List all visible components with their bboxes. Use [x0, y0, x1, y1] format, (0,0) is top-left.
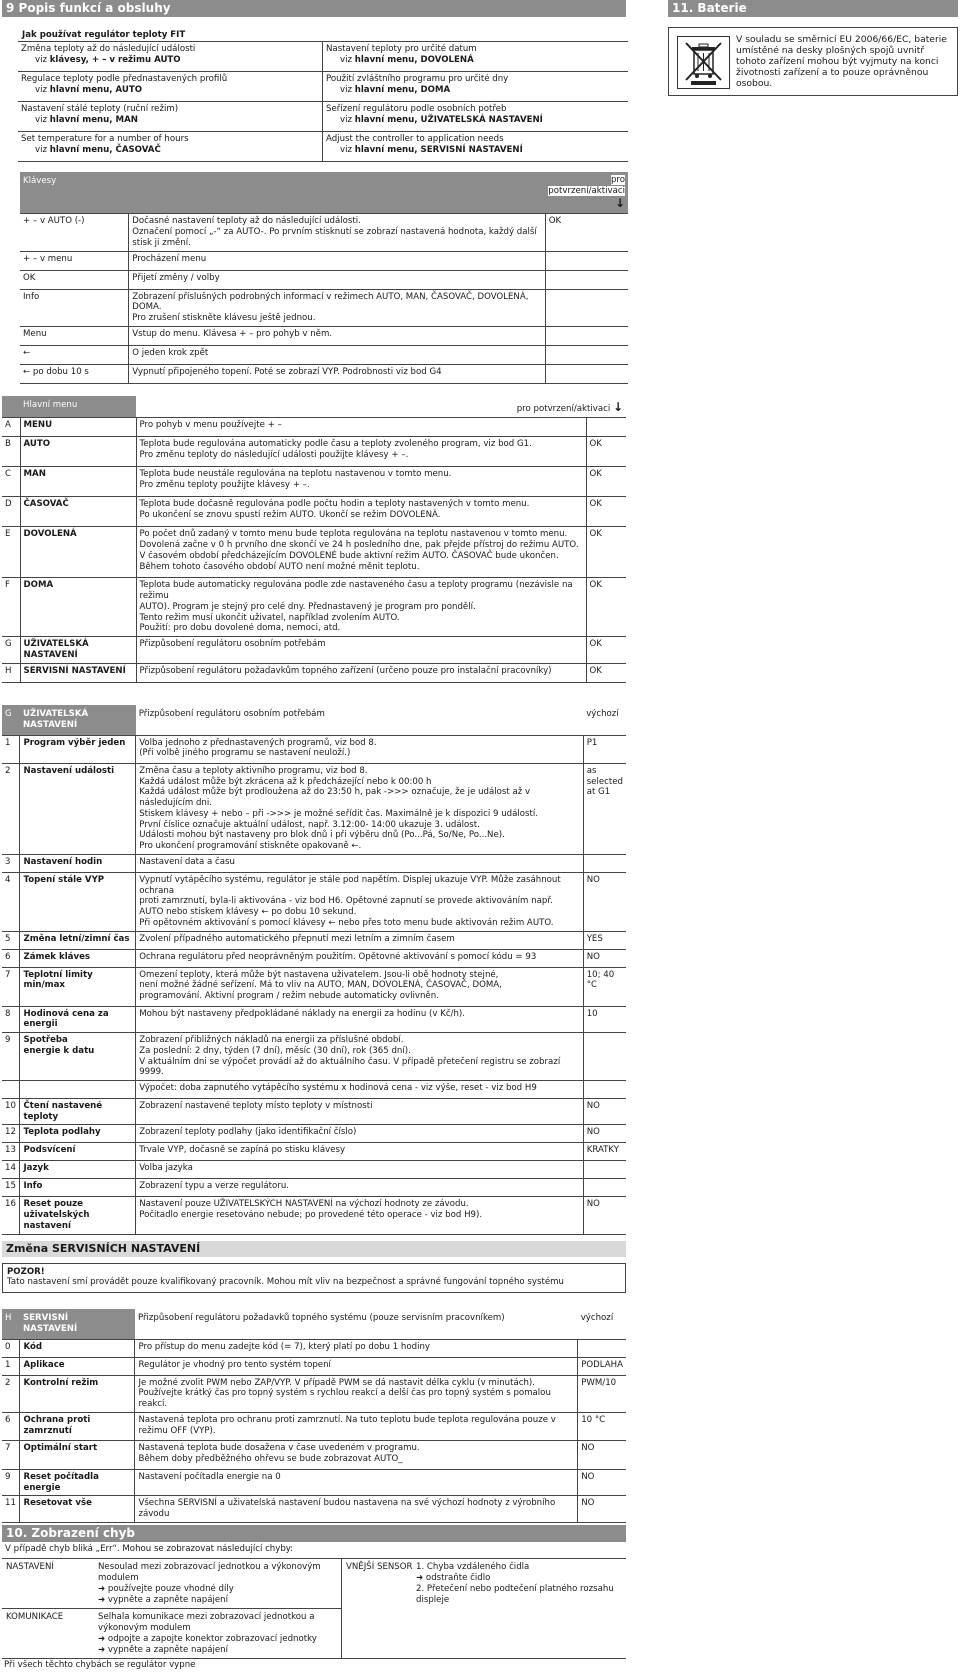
row-name: Změna letní/zimní čas: [20, 931, 136, 949]
table-row: [2, 637, 626, 663]
error-text: Selhala komunikace mezi zobrazovací jednotkou a výkonovým modulem ➜ odpojte a zapojte konektor zobrazovací jednotky ➜ vypněte a zapněte napájení: [98, 1612, 317, 1655]
table-row: [2, 527, 626, 578]
fit-item-ref: [21, 55, 319, 66]
table-row: [2, 578, 626, 637]
keys-header: Klávesy: [20, 172, 545, 214]
fit-item-ref-target: klávesy, + – v režimu AUTO: [49, 54, 181, 65]
row-value: OK: [586, 663, 626, 683]
fit-left-column: [18, 42, 323, 162]
row-name: Jazyk: [20, 1161, 136, 1179]
battery-title: 11. Baterie: [668, 0, 958, 17]
fit-item: [18, 42, 322, 72]
table-row: [2, 1375, 626, 1412]
row-id: H: [2, 663, 20, 683]
row-value: OK: [586, 467, 626, 497]
row-name: Aplikace: [20, 1357, 135, 1375]
fit-item: [323, 102, 628, 132]
fit-item-ref-prefix: viz: [340, 54, 355, 65]
error-sensor-text: 1. Chyba vzdáleného čidla ➜ odstraňte čidlo 2. Přetečení nebo podtečení platného rozsahu displeje: [416, 1562, 614, 1605]
errors-footer: Při všech těchto chybách se regulátor vypne: [4, 1660, 196, 1671]
row-id: F: [2, 578, 20, 637]
key-desc: Dočasné nastavení teploty až do následující události. Označení pomocí „-“ za AUTO-. Po prvním stisknutí se zobrazí nastavená hodnota, každý další stisk ji změní.: [129, 214, 546, 251]
service-default: výchozí: [578, 1309, 626, 1339]
row-desc: Přizpůsobení regulátoru osobním potřebám: [136, 637, 586, 663]
row-desc: Pro pohyb v menu používejte + –: [136, 417, 586, 437]
battery-text: V souladu se směrnicí EU 2006/66/EC, baterie umístěné na desky plošných spojů uvnitř tohoto zařízení mohou být vyjmuty na konci životnosti zařízení a to pouze oprávněnou osobou.: [736, 34, 947, 90]
table-row: [2, 1179, 626, 1197]
key-desc: Vypnutí připojeného topení. Poté se zobrazí VYP. Podrobnosti viz bod G4: [129, 364, 546, 383]
key-value: [545, 345, 628, 364]
fit-item-title: Adjust the controller to application needs: [326, 134, 504, 144]
table-row: [2, 872, 626, 931]
row-name: DOVOLENÁ: [20, 527, 136, 578]
row-desc: Přizpůsobení regulátoru požadavkům topného zařízení (určeno pouze pro instalační pracovníky): [136, 663, 586, 683]
table-row: [2, 1357, 626, 1375]
key-name: Menu: [20, 326, 129, 345]
row-name: Topení stále VYP: [20, 872, 136, 931]
table-row: [2, 931, 626, 949]
fit-item-ref-prefix: viz: [35, 84, 50, 95]
row-id: 1: [2, 735, 20, 764]
table-row: [2, 1339, 626, 1357]
row-name: Čtení nastavené teploty: [20, 1098, 136, 1124]
fit-item-ref-prefix: viz: [340, 144, 355, 155]
row-id: 8: [2, 1006, 20, 1032]
row-id: 1: [2, 1357, 20, 1375]
row-id: B: [2, 437, 20, 467]
key-desc: Procházení menu: [129, 251, 546, 270]
fit-item-ref: [21, 145, 319, 156]
key-value: OK: [545, 214, 628, 251]
warning-title: POZOR!: [7, 1266, 45, 1277]
warning-text: Tato nastavení smí provádět pouze kvalifikovaný pracovník. Mohou mít vliv na bezpečnost a správné fungování topného systému: [7, 1277, 564, 1288]
row-desc: Omezení teploty, která může být nastavena uživatelem. Jsou-li obě hodnoty stejné, není možné žádné seřízení. Má to vliv na AUTO, MAN, DOVOLENÁ, ČASOVAČ, DOMA, programování. Aktivní program / režim nebude automaticky ovlivněn.: [136, 967, 584, 1006]
service-desc: Přizpůsobení regulátoru požadavků topného systému (pouze servisním pracovníkem): [135, 1309, 578, 1339]
fit-item-ref-target: hlavní menu, SERVISNÍ NASTAVENÍ: [354, 144, 523, 155]
row-id: 2: [2, 1375, 20, 1412]
row-id: 5: [2, 931, 20, 949]
row-value: as selected at G1: [583, 764, 626, 855]
fit-item-ref-target: hlavní menu, UŽIVATELSKÁ NASTAVENÍ: [354, 114, 543, 125]
fit-item-ref-target: hlavní menu, DOMA: [354, 84, 451, 95]
row-value: 10 °C: [578, 1412, 626, 1441]
fit-item-title: Seřízení regulátoru podle osobních potřeb: [326, 104, 507, 114]
row-value: 10; 40 °C: [583, 967, 626, 1006]
row-id: 14: [2, 1161, 20, 1179]
row-value: [583, 1080, 626, 1098]
table-row: [2, 417, 626, 437]
row-name: Teplota podlahy: [20, 1125, 136, 1143]
fit-item-ref: [326, 55, 625, 66]
row-value: OK: [586, 637, 626, 663]
table-row: [2, 1496, 626, 1522]
key-name: + – v AUTO (-): [20, 214, 129, 251]
row-name: [20, 1080, 136, 1098]
row-value: NO: [578, 1441, 626, 1470]
row-name: Kontrolní režim: [20, 1375, 135, 1412]
table-row: [2, 1098, 626, 1124]
main-column: [2, 0, 626, 1672]
row-desc: Teplota bude neustále regulována na teplotu nastavenou v tomto menu. Pro změnu teploty použijte klávesy + –.: [136, 467, 586, 497]
user-settings-table: [2, 705, 626, 1235]
row-id: 10: [2, 1098, 20, 1124]
table-row: [2, 437, 626, 467]
row-name: Reset počítadla energie: [20, 1469, 135, 1495]
row-value: [583, 854, 626, 872]
table-row: [2, 1080, 626, 1098]
row-value: NO: [583, 949, 626, 967]
error-name: NASTAVENÍ: [6, 1562, 54, 1573]
table-row: [2, 764, 626, 855]
key-value: [545, 289, 628, 326]
row-desc: Nastavená teplota bude dosažena v čase uvedeném v programu. Během doby předběžného ohřevu se bude zobrazovat AUTO_: [135, 1441, 578, 1470]
fit-usage-box: [18, 29, 628, 162]
row-desc: Nastavení počítadla energie na 0: [135, 1469, 578, 1495]
row-id: 2: [2, 764, 20, 855]
row-name: Resetovat vše: [20, 1496, 135, 1522]
error-sensor-name: VNĚJŠÍ SENSOR: [346, 1562, 413, 1573]
row-desc: Mohou být nastaveny předpokládané náklady na energii za hodinu (v Kč/h).: [136, 1006, 584, 1032]
row-name: Teplotní limity min/max: [20, 967, 136, 1006]
row-id: 15: [2, 1179, 20, 1197]
service-id: H: [2, 1309, 20, 1339]
main-menu-confirm-label: pro potvrzení/aktivaci: [516, 403, 611, 414]
error-text: Nesoulad mezi zobrazovací jednotkou a výkonovým modulem ➜ používejte pouze vhodné díly ➜ vypněte a zapněte napájení: [98, 1562, 321, 1605]
fit-item: [18, 102, 322, 132]
key-value: [545, 326, 628, 345]
fit-item-ref-target: hlavní menu, DOVOLENÁ: [354, 54, 474, 65]
key-value: [545, 270, 628, 289]
table-row: [2, 1469, 626, 1495]
table-row: [2, 949, 626, 967]
row-id: 9: [2, 1469, 20, 1495]
row-desc: Je možné zvolit PWM nebo ZAP/VYP. V případě PWM se dá nastavit délka cyklu (v minutách). Používejte krátký čas pro topný systém s rychlou reakcí a delší čas pro topný systém s pomalou reakcí.: [135, 1375, 578, 1412]
fit-item-ref: [326, 115, 625, 126]
row-name: Spotřeba energie k datu: [20, 1033, 136, 1081]
keys-row: [20, 270, 628, 289]
fit-usage-title: Jak používat regulátor teploty FIT: [18, 29, 628, 42]
key-desc: O jeden krok zpět: [129, 345, 546, 364]
row-value: PODLAHA: [578, 1357, 626, 1375]
crossed-out-bin-icon: [677, 36, 730, 89]
row-id: A: [2, 417, 20, 437]
service-name: SERVISNÍ NASTAVENÍ: [20, 1309, 135, 1339]
fit-item-ref-prefix: viz: [35, 54, 50, 65]
fit-item: [323, 42, 628, 72]
fit-item-title: Regulace teploty podle přednastavených profilů: [21, 74, 228, 84]
row-desc: Nastavená teplota pro ochranu proti zamrznutí. Na tuto teplotu bude teplota regulována pouze v režimu OFF (VYP).: [135, 1412, 578, 1441]
table-row: [2, 735, 626, 764]
row-id: 0: [2, 1339, 20, 1357]
warning-box: [2, 1263, 626, 1293]
key-desc: Zobrazení příslušných podrobných informací v režimech AUTO, MAN, ČASOVAČ, DOVOLENÁ, DOMA. Pro zrušení stiskněte klávesu ještě jednou.: [129, 289, 546, 326]
row-desc: Nastavení data a času: [136, 854, 584, 872]
main-menu-header: Hlavní menu: [20, 396, 136, 418]
row-name: Nastavení události: [20, 764, 136, 855]
row-id: 6: [2, 1412, 20, 1441]
table-row: [2, 1143, 626, 1161]
keys-row: [20, 214, 628, 251]
row-desc: Teplota bude automaticky regulována podle zde nastaveného času a teploty programu (nezávisle na režimu AUTO). Program je stejný pro celé dny. Přednastavený je program pro pondělí. Tento režim musí ukončit uživatel, například zvolením AUTO. Použití: pro dobu dovolené doma, nemoci, atd.: [136, 578, 586, 637]
row-value: YES: [583, 931, 626, 949]
row-value: NO: [583, 1125, 626, 1143]
row-name: Ochrana proti zamrznutí: [20, 1412, 135, 1441]
arrow-down-icon: ↓: [612, 399, 623, 414]
row-value: [586, 417, 626, 437]
row-id: 13: [2, 1143, 20, 1161]
row-name: DOMA: [20, 578, 136, 637]
row-desc: Ochrana regulátoru před neoprávněným použitím. Opětovné aktivování s pomocí kódu = 93: [136, 949, 584, 967]
row-desc: Teplota bude dočasně regulována podle počtu hodin a teploty nastavených v tomto menu. Po ukončení se znovu spustí režim AUTO. Ukončí se režim DOVOLENÁ.: [136, 497, 586, 527]
row-desc: Po počet dnů zadaný v tomto menu bude teplota regulována na teplotu nastavenou v tomto menu. Dovolená začne v 0 h prvního dne skončí ve 24 h posledního dne, pak přejde přístroj do režimu AUTO. V časovém období předcházejícím DOVOLENÉ bude aktivní režim AUTO. ČASOVAČ bude ukončen. Během tohoto časového období AUTO není možné měnit teplotu.: [136, 527, 586, 578]
fit-item: [18, 72, 322, 102]
row-name: SERVISNÍ NASTAVENÍ: [20, 663, 136, 683]
fit-item: [18, 132, 322, 162]
keys-row: [20, 345, 628, 364]
fit-item-ref-target: hlavní menu, AUTO: [49, 84, 143, 95]
fit-item-ref: [326, 85, 625, 96]
fit-item-ref-target: hlavní menu, ČASOVAČ: [49, 144, 161, 155]
fit-item-ref: [21, 115, 319, 126]
row-desc: Volba jednoho z přednastavených programů, viz bod 8. (Při volbě jiného programu se nastavení neuloží.): [136, 735, 584, 764]
row-id: D: [2, 497, 20, 527]
row-desc: Trvale VYP, dočasně se zapíná po stisku klávesy: [136, 1143, 584, 1161]
error-item: [2, 1559, 341, 1608]
user-settings-name: UŽIVATELSKÁ NASTAVENÍ: [20, 705, 136, 735]
fit-item-ref-prefix: viz: [35, 144, 50, 155]
user-settings-default: výchozí: [583, 705, 626, 735]
fit-right-column: [323, 42, 628, 162]
row-id: [2, 1080, 20, 1098]
row-name: Optimální start: [20, 1441, 135, 1470]
table-row: [2, 1412, 626, 1441]
fit-item-ref-prefix: viz: [340, 114, 355, 125]
row-id: C: [2, 467, 20, 497]
row-id: 11: [2, 1496, 20, 1522]
row-name: Kód: [20, 1339, 135, 1357]
row-desc: Zobrazení přibližných nákladů na energii za příslušné období. Za poslední: 2 dny, týden (7 dní), měsíc (30 dní), rok (365 dní). V aktuálním dni se výpočet provádí až do aktuálního času. V případě přetečení registru se zobrazí 9999.: [136, 1033, 584, 1081]
row-name: Info: [20, 1179, 136, 1197]
key-value: [545, 364, 628, 383]
row-id: 16: [2, 1197, 20, 1234]
row-desc: Volba jazyka: [136, 1161, 584, 1179]
key-name: ←: [20, 345, 129, 364]
table-row: [2, 1006, 626, 1032]
row-desc: Zobrazení typu a verze regulátoru.: [136, 1179, 584, 1197]
row-id: 7: [2, 1441, 20, 1470]
table-row: [2, 467, 626, 497]
row-desc: Teplota bude regulována automaticky podle času a teploty zvoleného program, viz bod G1. Pro změnu teploty do následující události použijte klávesy + –.: [136, 437, 586, 467]
row-value: NO: [583, 1098, 626, 1124]
main-menu-table: [2, 396, 626, 683]
row-id: 7: [2, 967, 20, 1006]
row-name: Program výběr jeden: [20, 735, 136, 764]
service-title: Změna SERVISNÍCH NASTAVENÍ: [2, 1241, 626, 1257]
row-value: P1: [583, 735, 626, 764]
key-desc: Přijetí změny / volby: [129, 270, 546, 289]
row-value: KRATKY: [583, 1143, 626, 1161]
row-value: [583, 1161, 626, 1179]
row-desc: Zobrazení nastavené teploty místo teploty v místnosti: [136, 1098, 584, 1124]
table-row: [2, 1033, 626, 1081]
row-name: Zámek kláves: [20, 949, 136, 967]
table-row: [2, 854, 626, 872]
row-id: 3: [2, 854, 20, 872]
fit-item-title: Nastavení teploty pro určité datum: [326, 44, 477, 54]
keys-row: [20, 251, 628, 270]
fit-item-ref-target: hlavní menu, MAN: [49, 114, 138, 125]
errors-left: [2, 1559, 342, 1658]
row-name: Hodinová cena za energii: [20, 1006, 136, 1032]
table-row: [2, 967, 626, 1006]
row-desc: Pro přístup do menu zadejte kód (= 7), který platí po dobu 1 hodiny: [135, 1339, 578, 1357]
row-value: NO: [583, 872, 626, 931]
fit-item-ref: [21, 85, 319, 96]
row-value: [583, 1179, 626, 1197]
keys-row: [20, 326, 628, 345]
keys-row: [20, 289, 628, 326]
fit-item-title: Změna teploty až do následující události: [21, 44, 196, 54]
row-value: 10: [583, 1006, 626, 1032]
user-settings-desc: Přizpůsobení regulátoru osobním potřebám: [136, 705, 584, 735]
table-row: [2, 1441, 626, 1470]
errors-intro: V případě chyb bliká „Err“. Mohou se zobrazovat následující chyby:: [5, 1543, 294, 1554]
table-row: [2, 1125, 626, 1143]
key-name: OK: [20, 270, 129, 289]
error-item: [2, 1608, 341, 1658]
keys-row: [20, 364, 628, 383]
key-name: ← po dobu 10 s: [20, 364, 129, 383]
fit-item: [323, 132, 628, 162]
row-desc: Všechna SERVISNÍ a uživatelská nastavení budou nastavena na své výchozí hodnoty z výrobního závodu: [135, 1496, 578, 1522]
arrow-down-icon: ↓: [614, 196, 625, 211]
row-value: [578, 1339, 626, 1357]
fit-item-ref-prefix: viz: [340, 84, 355, 95]
row-id: G: [2, 637, 20, 663]
section-9-title: 9 Popis funkcí a obsluhy: [2, 0, 626, 17]
row-name: AUTO: [20, 437, 136, 467]
row-value: OK: [586, 437, 626, 467]
key-desc: Vstup do menu. Klávesa + – pro pohyb v něm.: [129, 326, 546, 345]
row-value: [583, 1033, 626, 1081]
row-name: ČASOVAČ: [20, 497, 136, 527]
row-desc: Zobrazení teploty podlahy (jako identifikační číslo): [136, 1125, 584, 1143]
row-desc: Zvolení případného automatického přepnutí mezi letním a zimním časem: [136, 931, 584, 949]
row-name: Nastavení hodin: [20, 854, 136, 872]
table-row: [2, 663, 626, 683]
row-value: PWM/10: [578, 1375, 626, 1412]
table-row: [2, 1161, 626, 1179]
table-row: [2, 497, 626, 527]
table-row: [2, 1197, 626, 1234]
key-value: [545, 251, 628, 270]
fit-item-title: Nastavení stálé teploty (ruční režim): [21, 104, 179, 114]
fit-item: [323, 72, 628, 102]
keys-table: [20, 172, 628, 384]
error-name: KOMUNIKACE: [6, 1612, 64, 1623]
battery-box: [668, 27, 958, 96]
row-value: NO: [583, 1197, 626, 1234]
errors-title: 10. Zobrazení chyb: [2, 1525, 626, 1542]
row-desc: Regulátor je vhodný pro tento systém topení: [135, 1357, 578, 1375]
row-name: UŽIVATELSKÁ NASTAVENÍ: [20, 637, 136, 663]
row-desc: Výpočet: doba zapnutého vytápěcího systému x hodinová cena - viz výše, reset - viz bod H9: [136, 1080, 584, 1098]
row-id: 12: [2, 1125, 20, 1143]
user-settings-id: G: [2, 705, 20, 735]
row-name: Podsvícení: [20, 1143, 136, 1161]
row-desc: Změna času a teploty aktivního programu, viz bod 8. Každá událost může být zkrácena až k předcházející nebo k 00:00 h Každá událost může být prodloužena až do 23:50 h, pak ->>> označuje, že je událost až v následujícím dni. Stiskem klávesy + nebo – při ->>> je možné seřídit čas. Maximálně je k dispozici 9 událostí. První číslice označuje aktuální událost, např. 3.12:00- 14:00 ukazuje 3. událost. Události mohou být nastaveny pro blok dnů i při výběru dnů (Po...Pá, So/Ne, Po...Ne). Pro ukončení programování stiskněte opakovaně ←.: [136, 764, 584, 855]
fit-item-title: Set temperature for a number of hours: [21, 134, 189, 144]
row-desc: Nastavení pouze UŽIVATELSKÝCH NASTAVENÍ na výchozí hodnoty ze závodu. Počitadlo energie resetováno nebude; po provedené této operace - viz bod H9).: [136, 1197, 584, 1234]
fit-item-title: Použití zvláštního programu pro určité dny: [326, 74, 509, 84]
fit-item-ref-prefix: viz: [35, 114, 50, 125]
row-value: NO: [578, 1469, 626, 1495]
key-name: + – v menu: [20, 251, 129, 270]
row-value: OK: [586, 578, 626, 637]
error-sensor: [342, 1559, 626, 1658]
row-value: OK: [586, 497, 626, 527]
row-name: MAN: [20, 467, 136, 497]
row-name: Reset pouze uživatelských nastavení: [20, 1197, 136, 1234]
service-settings-table: [2, 1309, 626, 1523]
row-id: 6: [2, 949, 20, 967]
row-id: E: [2, 527, 20, 578]
fit-item-ref: [326, 145, 625, 156]
row-name: MENU: [20, 417, 136, 437]
row-id: 4: [2, 872, 20, 931]
key-name: Info: [20, 289, 129, 326]
keys-confirm-label: pro potvrzení/aktivaci: [548, 175, 625, 196]
row-value: NO: [578, 1496, 626, 1522]
row-value: OK: [586, 527, 626, 578]
row-id: 9: [2, 1033, 20, 1081]
row-desc: Vypnutí vytápěcího systému, regulátor je stále pod napětím. Displej ukazuje VYP. Může zasáhnout ochrana proti zamrznutí, byla-li aktivována - viz bod H6. Opětovné zapnutí se provede aktivováním např. AUTO nebo stiskem klávesy ← po dobu 10 sekund. Při opětovném aktivování s pomocí klávesy ← nebo přes toto menu bude aktivován režim AUTO.: [136, 872, 584, 931]
